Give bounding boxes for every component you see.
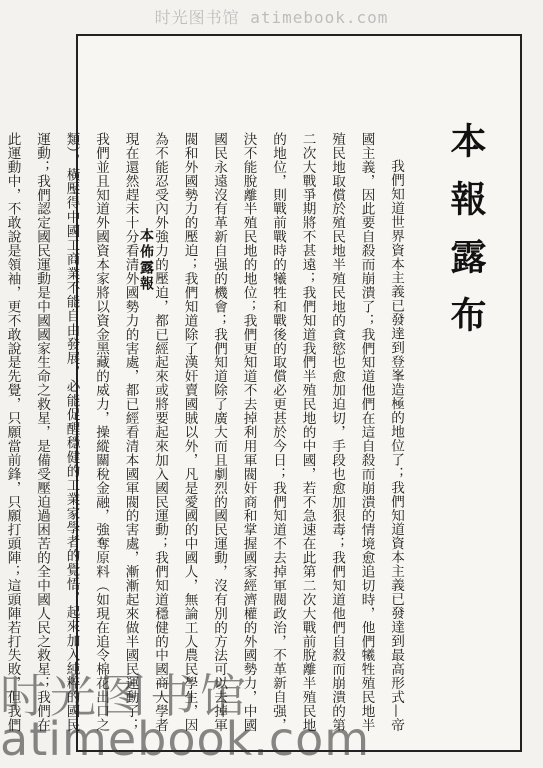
document-title: 本報露布 [445,122,487,354]
sidebar-label: 本佈露報 [138,228,154,292]
footer-watermark-cn: 时光图书馆 [0,669,250,723]
footer-watermark-url: atimebook.com [0,712,371,766]
document-page [4,34,522,752]
body-paragraph: 我們知道世界資本主義已發達到登峯造極的地位了；我們知道資本主義已發達到最高形式—帝國主義，因此要自殺而崩潰了；我們知道他們在這自殺而崩潰的情境愈追切時，他們犧牲殖民地半殖民地取償於殖民地半殖民地的貪慾也愈加迫切，手段也愈加狠毒；我們知道他們自殺而崩潰的第二次大戰爭期將不甚遠；我們知道我們半殖民地的中國，若不急速在此第二次大戰前脫離半殖民地的地位，則戰前戰時的犧牲和戰後的取償必更甚於今日；我們知道不去掉軍閥政治，不革新自强，決不能脫離半殖民地的地位；我們更知道不去掉利用軍閥奸商和掌握國家經濟權的外國勢力，中國國民永遠沒有革新自强的機會；我們知道除了廣大而且劇烈的國民運動，沒有別的方法可以去掉軍閥和外國勢力的壓迫；我們知道除了漢奸賣國賊以外，凡是愛國的中國人，無論工人農民學生，因為不能忍受內外強力的壓迫，都已經起來或將要起來加入國民運動；我們知道穩健的中國商人學者現在還然趕未十分看清外國勢力的害處，都已經看清本國軍閥的害處，漸漸起來做半國民運動了；我們並且知道外國資本家將以資金黑藏的威力，操縱關稅金融，強奪原料（如現在追令棉花出口之類），橫壓得中國工商業不能自由發展，必能促醒穩健的工業家學者的覺悟，起來加入純粹的國民運動；我們認定國民運動是中國國家生命之救星，是備受壓迫過困苦的全中國人民之救星；我們在此運動中，不敢說是領袖，更不敢說是先覺，只願當前鋒，只願打頭陣；這頭陣若打失敗，但我們 [4,132,404,732]
document-body [4,132,410,732]
header-watermark: 时光图书馆 atimebook.com [154,8,389,27]
